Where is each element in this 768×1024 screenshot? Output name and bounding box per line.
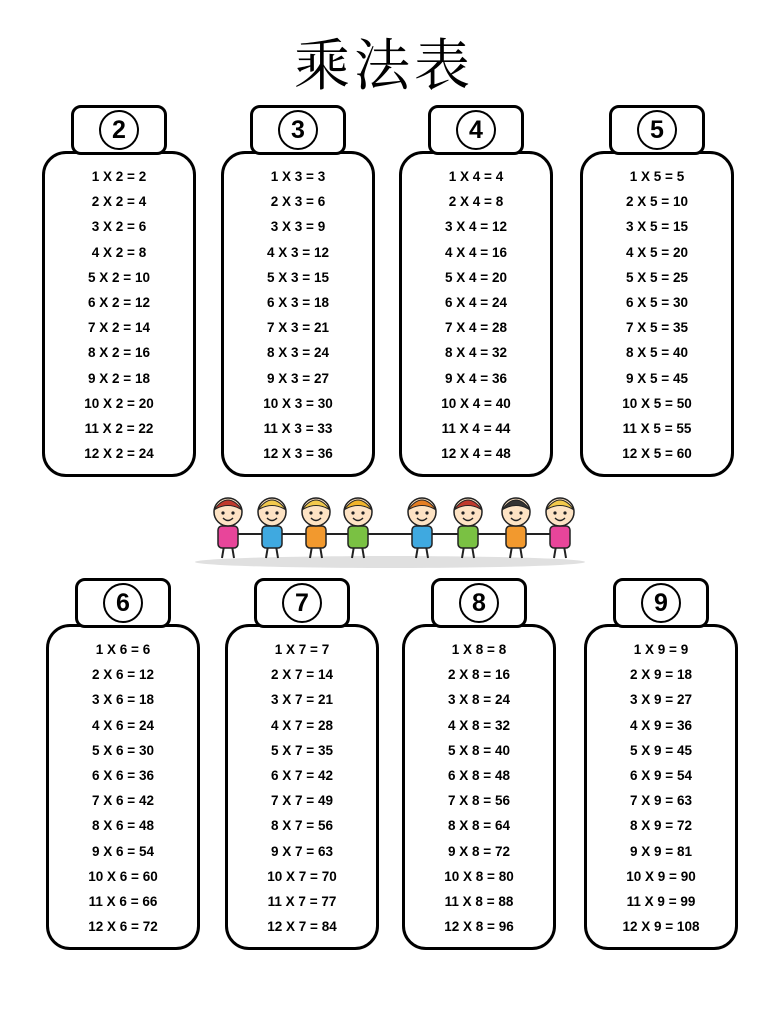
table-row: 3 X 9 = 27 — [630, 692, 692, 708]
table-number: 3 — [278, 110, 318, 150]
table-row: 8 X 6 = 48 — [92, 818, 154, 834]
table-row: 3 X 7 = 21 — [271, 692, 333, 708]
table-3 — [221, 105, 375, 479]
table-9 — [584, 578, 738, 952]
child-eye — [221, 511, 224, 514]
table-row: 1 X 4 = 4 — [448, 169, 504, 184]
table-row: 9 X 4 = 36 — [445, 370, 507, 386]
child-shirt — [262, 526, 282, 548]
table-row: 8 X 4 = 32 — [445, 345, 507, 361]
table-card — [584, 624, 738, 950]
table-number: 2 — [99, 110, 139, 150]
table-rows — [228, 637, 376, 939]
table-row: 12 X 8 = 96 — [444, 919, 514, 935]
child-shirt — [506, 526, 526, 548]
child-figure — [408, 498, 436, 558]
table-row: 1 X 5 = 5 — [629, 169, 685, 184]
table-row: 3 X 4 = 12 — [445, 219, 507, 235]
table-row: 12 X 6 = 72 — [88, 919, 158, 935]
table-row: 4 X 9 = 36 — [630, 717, 692, 733]
table-row: 7 X 2 = 14 — [88, 320, 150, 336]
table-number: 7 — [282, 583, 322, 623]
table-row: 6 X 6 = 36 — [92, 767, 154, 783]
table-card — [46, 624, 200, 950]
child-eye — [563, 511, 566, 514]
table-row: 6 X 7 = 42 — [271, 767, 333, 783]
child-shirt — [218, 526, 238, 548]
table-row: 10 X 3 = 30 — [263, 395, 333, 411]
table-row: 9 X 8 = 72 — [448, 843, 510, 859]
table-row: 2 X 5 = 10 — [626, 194, 688, 210]
child-figure — [546, 498, 574, 558]
table-row: 5 X 5 = 25 — [626, 269, 688, 285]
table-header-tab — [431, 578, 527, 628]
table-row: 11 X 9 = 99 — [626, 893, 696, 909]
child-eye — [553, 511, 556, 514]
table-row: 6 X 3 = 18 — [267, 294, 329, 310]
table-rows — [402, 164, 550, 466]
table-row: 6 X 4 = 24 — [445, 294, 507, 310]
table-row: 7 X 5 = 35 — [626, 320, 688, 336]
table-row: 8 X 2 = 16 — [88, 345, 150, 361]
table-card — [221, 151, 375, 477]
child-eye — [231, 511, 234, 514]
table-2 — [42, 105, 196, 479]
table-row: 7 X 7 = 49 — [271, 793, 333, 809]
table-row: 10 X 4 = 40 — [441, 395, 511, 411]
table-row: 8 X 5 = 40 — [626, 345, 688, 361]
page-title: 乘法表 — [294, 34, 474, 99]
table-number: 6 — [103, 583, 143, 623]
table-row: 2 X 7 = 14 — [271, 667, 333, 683]
table-row: 11 X 3 = 33 — [263, 420, 333, 436]
child-figure — [502, 498, 530, 558]
table-row: 8 X 8 = 64 — [448, 818, 510, 834]
child-figure — [214, 498, 242, 558]
table-row: 6 X 8 = 48 — [448, 767, 510, 783]
table-row: 1 X 7 = 7 — [274, 642, 330, 657]
table-row: 8 X 3 = 24 — [267, 345, 329, 361]
table-card — [402, 624, 556, 950]
ground-shadow — [195, 556, 585, 568]
table-rows — [405, 637, 553, 939]
table-row: 4 X 5 = 20 — [626, 244, 688, 260]
table-row: 11 X 5 = 55 — [622, 420, 692, 436]
table-header-tab — [613, 578, 709, 628]
table-row: 8 X 7 = 56 — [271, 818, 333, 834]
table-row: 8 X 9 = 72 — [630, 818, 692, 834]
table-row: 12 X 5 = 60 — [622, 446, 692, 462]
table-card — [399, 151, 553, 477]
table-row: 9 X 9 = 81 — [630, 843, 692, 859]
table-row: 5 X 4 = 20 — [445, 269, 507, 285]
table-row: 2 X 3 = 6 — [270, 194, 326, 210]
table-row: 4 X 6 = 24 — [92, 717, 154, 733]
table-row: 2 X 2 = 4 — [91, 194, 147, 210]
table-row: 11 X 2 = 22 — [84, 420, 154, 436]
table-4 — [399, 105, 553, 479]
table-5 — [580, 105, 734, 479]
table-row: 5 X 7 = 35 — [271, 742, 333, 758]
table-header-tab — [71, 105, 167, 155]
table-row: 7 X 4 = 28 — [445, 320, 507, 336]
table-row: 4 X 8 = 32 — [448, 717, 510, 733]
table-number: 5 — [637, 110, 677, 150]
table-number: 8 — [459, 583, 499, 623]
table-row: 1 X 6 = 6 — [95, 642, 151, 657]
table-row: 1 X 9 = 9 — [633, 642, 689, 657]
child-eye — [361, 511, 364, 514]
table-row: 6 X 9 = 54 — [630, 767, 692, 783]
table-row: 12 X 4 = 48 — [441, 446, 511, 462]
table-card — [42, 151, 196, 477]
table-rows — [587, 637, 735, 939]
table-row: 2 X 8 = 16 — [448, 667, 510, 683]
child-eye — [275, 511, 278, 514]
child-eye — [461, 511, 464, 514]
child-eye — [265, 511, 268, 514]
table-row: 10 X 7 = 70 — [267, 868, 337, 884]
child-eye — [425, 511, 428, 514]
table-row: 2 X 9 = 18 — [630, 667, 692, 683]
table-row: 7 X 3 = 21 — [267, 320, 329, 336]
table-card — [225, 624, 379, 950]
child-shirt — [306, 526, 326, 548]
table-row: 11 X 6 = 66 — [88, 893, 158, 909]
table-rows — [45, 164, 193, 466]
child-eye — [471, 511, 474, 514]
table-row: 9 X 2 = 18 — [88, 370, 150, 386]
child-eye — [309, 511, 312, 514]
table-rows — [583, 164, 731, 466]
table-row: 5 X 2 = 10 — [88, 269, 150, 285]
table-row: 7 X 8 = 56 — [448, 793, 510, 809]
table-row: 3 X 6 = 18 — [92, 692, 154, 708]
table-8 — [402, 578, 556, 952]
table-row: 2 X 6 = 12 — [92, 667, 154, 683]
table-row: 3 X 5 = 15 — [626, 219, 688, 235]
child-figure — [302, 498, 330, 558]
child-shirt — [348, 526, 368, 548]
child-shirt — [458, 526, 478, 548]
table-row: 6 X 2 = 12 — [88, 294, 150, 310]
table-row: 4 X 4 = 16 — [445, 244, 507, 260]
table-row: 10 X 2 = 20 — [84, 395, 154, 411]
table-row: 7 X 6 = 42 — [92, 793, 154, 809]
child-shirt — [412, 526, 432, 548]
table-row: 11 X 8 = 88 — [444, 893, 514, 909]
table-row: 4 X 2 = 8 — [91, 244, 147, 260]
table-card — [580, 151, 734, 477]
table-row: 2 X 4 = 8 — [448, 194, 504, 210]
table-row: 12 X 3 = 36 — [263, 446, 333, 462]
table-row: 9 X 6 = 54 — [92, 843, 154, 859]
child-figure — [258, 498, 286, 558]
child-eye — [319, 511, 322, 514]
child-eye — [509, 511, 512, 514]
table-header-tab — [609, 105, 705, 155]
child-figure — [454, 498, 482, 558]
table-row: 1 X 2 = 2 — [91, 169, 147, 184]
table-row: 9 X 7 = 63 — [271, 843, 333, 859]
table-row: 12 X 9 = 108 — [622, 919, 700, 935]
table-header-tab — [75, 578, 171, 628]
table-number: 4 — [456, 110, 496, 150]
table-row: 7 X 9 = 63 — [630, 793, 692, 809]
table-row: 10 X 8 = 80 — [444, 868, 514, 884]
table-row: 4 X 3 = 12 — [267, 244, 329, 260]
table-row: 1 X 8 = 8 — [451, 642, 507, 657]
table-row: 5 X 8 = 40 — [448, 742, 510, 758]
table-header-tab — [254, 578, 350, 628]
table-row: 9 X 3 = 27 — [267, 370, 329, 386]
table-row: 12 X 7 = 84 — [267, 919, 337, 935]
table-number: 9 — [641, 583, 681, 623]
table-row: 6 X 5 = 30 — [626, 294, 688, 310]
table-header-tab — [250, 105, 346, 155]
table-header-tab — [428, 105, 524, 155]
child-eye — [519, 511, 522, 514]
table-row: 12 X 2 = 24 — [84, 446, 154, 462]
child-eye — [415, 511, 418, 514]
child-shirt — [550, 526, 570, 548]
table-row: 10 X 6 = 60 — [88, 868, 158, 884]
child-figure — [344, 498, 372, 558]
table-rows — [224, 164, 372, 466]
table-7 — [225, 578, 379, 952]
table-row: 1 X 3 = 3 — [270, 169, 326, 184]
table-row: 11 X 4 = 44 — [441, 420, 511, 436]
table-row: 4 X 7 = 28 — [271, 717, 333, 733]
table-row: 3 X 8 = 24 — [448, 692, 510, 708]
child-eye — [351, 511, 354, 514]
table-row: 5 X 9 = 45 — [630, 742, 692, 758]
children-holding-hands-illustration — [190, 484, 590, 568]
table-row: 3 X 3 = 9 — [270, 219, 326, 235]
table-row: 5 X 6 = 30 — [92, 742, 154, 758]
table-row: 9 X 5 = 45 — [626, 370, 688, 386]
table-row: 10 X 5 = 50 — [622, 395, 692, 411]
table-row: 10 X 9 = 90 — [626, 868, 696, 884]
table-row: 5 X 3 = 15 — [267, 269, 329, 285]
table-rows — [49, 637, 197, 939]
table-row: 11 X 7 = 77 — [267, 893, 337, 909]
table-row: 3 X 2 = 6 — [91, 219, 147, 235]
table-6 — [46, 578, 200, 952]
